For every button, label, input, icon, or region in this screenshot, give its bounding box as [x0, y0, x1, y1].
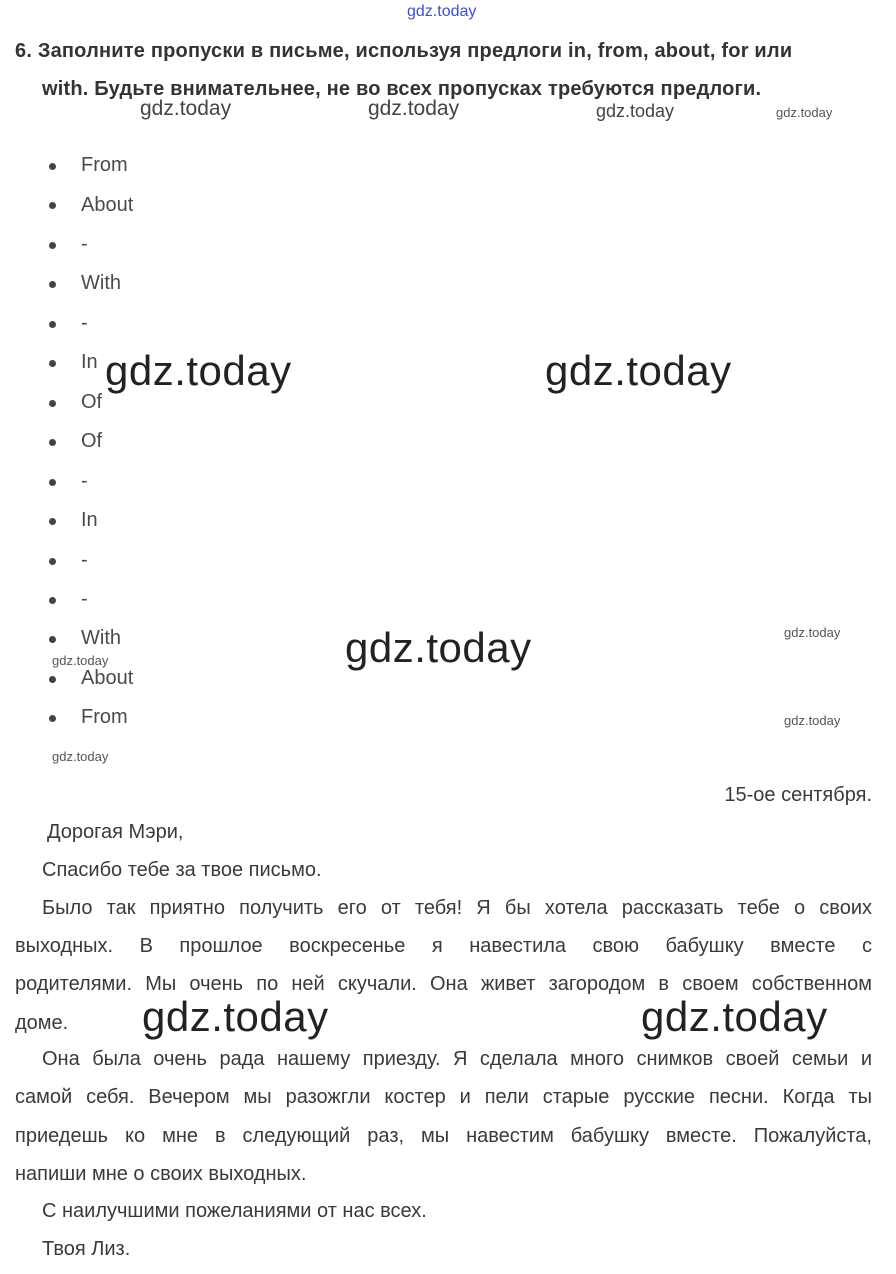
- bullet-icon: [49, 242, 56, 249]
- bullet-icon: [49, 558, 56, 565]
- letter-paragraph-1-line: Было так приятно получить его от тебя! Я бы хотела рассказать тебе о своих: [42, 897, 872, 919]
- answer-text: In: [81, 351, 98, 373]
- answer-text: With: [81, 627, 121, 649]
- watermark: gdz.today: [776, 105, 833, 120]
- answer-text: -: [81, 233, 88, 255]
- letter-paragraph-2-line: напиши мне о своих выходных.: [15, 1163, 307, 1185]
- letter-closing: С наилучшими пожеланиями от нас всех.: [42, 1200, 427, 1222]
- bullet-icon: [49, 715, 56, 722]
- answer-text: Of: [81, 430, 103, 452]
- answer-text: In: [81, 509, 98, 531]
- bullet-icon: [49, 163, 56, 170]
- letter-paragraph-1-line: доме.: [15, 1012, 69, 1034]
- letter-paragraph-1-line: родителями. Мы очень по ней скучали. Она живет загородом в своем собственном: [15, 973, 872, 995]
- answer-text: About: [81, 194, 134, 216]
- letter-paragraph-2-line: Она была очень рада нашему приезду. Я сделала много снимков своей семьи и: [42, 1048, 872, 1070]
- watermark: gdz.today: [641, 993, 828, 1040]
- letter-date: 15-ое сентября.: [724, 784, 872, 806]
- watermark: gdz.today: [784, 625, 841, 640]
- answer-text: -: [81, 470, 88, 492]
- task-title-line-2: with. Будьте внимательнее, не во всех пропусках требуются предлоги.: [42, 78, 762, 100]
- bullet-icon: [49, 518, 56, 525]
- watermark: gdz.today: [596, 101, 675, 121]
- letter-signature: Твоя Лиз.: [42, 1238, 131, 1260]
- answer-text: From: [81, 154, 128, 176]
- watermark: gdz.today: [140, 97, 232, 120]
- answer-text: Of: [81, 391, 103, 413]
- bullet-icon: [49, 676, 56, 683]
- bullet-icon: [49, 321, 56, 328]
- watermark: gdz.today: [368, 97, 460, 120]
- watermark: gdz.today: [52, 749, 109, 764]
- answer-text: With: [81, 272, 121, 294]
- answer-text: About: [81, 667, 134, 689]
- answer-text: -: [81, 549, 88, 571]
- bullet-icon: [49, 597, 56, 604]
- bullet-icon: [49, 439, 56, 446]
- bullet-icon: [49, 281, 56, 288]
- bullet-icon: [49, 360, 56, 367]
- bullet-icon: [49, 636, 56, 643]
- bullet-icon: [49, 202, 56, 209]
- task-title-line-1: 6. Заполните пропуски в письме, используя предлоги in, from, about, for или: [15, 40, 793, 62]
- watermark: gdz.today: [345, 624, 532, 671]
- watermark: gdz.today: [784, 713, 841, 728]
- answer-text: -: [81, 588, 88, 610]
- letter-thanks: Спасибо тебе за твое письмо.: [42, 859, 322, 881]
- answer-text: From: [81, 706, 128, 728]
- watermark: gdz.today: [52, 653, 109, 668]
- answer-text: -: [81, 312, 88, 334]
- letter-paragraph-1-line: выходных. В прошлое воскресенье я навестила свою бабушку вместе с: [15, 935, 872, 957]
- bullet-icon: [49, 479, 56, 486]
- watermark: gdz.today: [142, 993, 329, 1040]
- letter-greeting: Дорогая Мэри,: [47, 821, 184, 843]
- letter-paragraph-2-line: приедешь ко мне в следующий раз, мы навестим бабушку вместе. Пожалуйста,: [15, 1125, 872, 1147]
- header-watermark: gdz.today: [407, 3, 477, 20]
- watermark: gdz.today: [105, 347, 292, 394]
- bullet-icon: [49, 400, 56, 407]
- watermark: gdz.today: [545, 347, 732, 394]
- letter-paragraph-2-line: самой себя. Вечером мы разожгли костер и пели старые русские песни. Когда ты: [15, 1086, 872, 1108]
